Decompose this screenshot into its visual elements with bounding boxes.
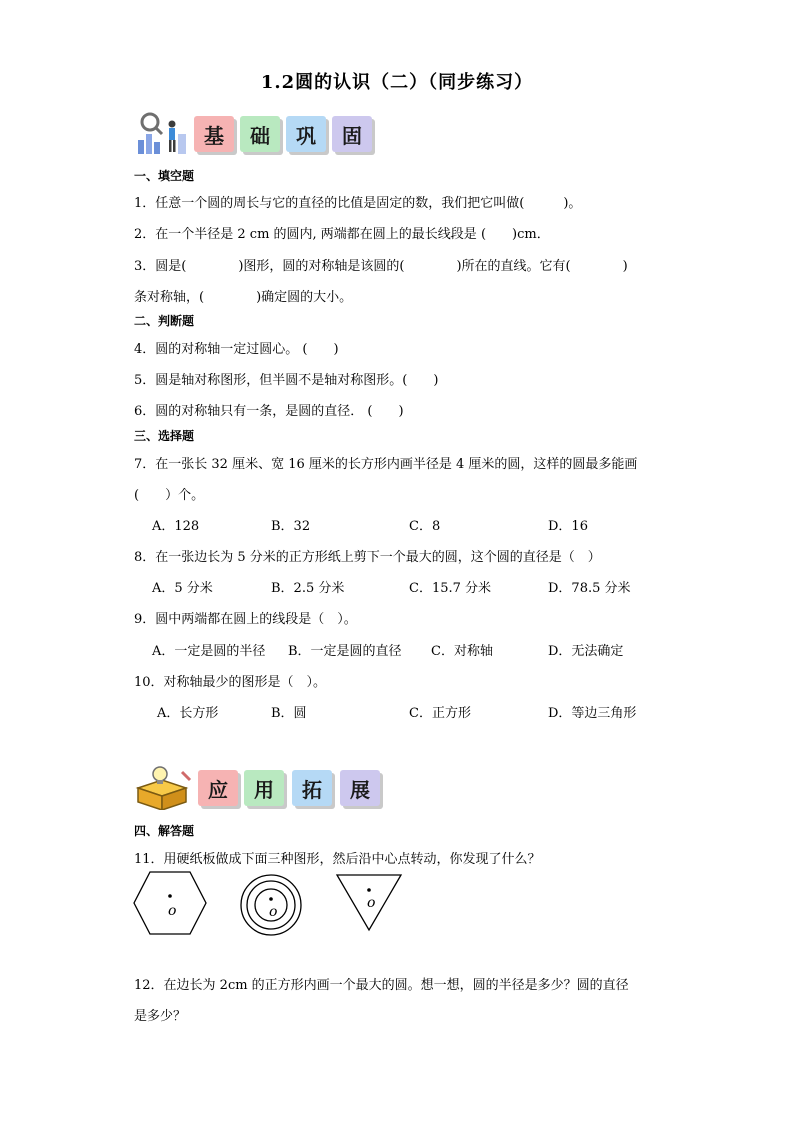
question-4: 4．圆的对称轴一定过圆心。 ( ) xyxy=(134,342,339,357)
question-1: 1．任意一个圆的周长与它的直径的比值是固定的数，我们把它叫做( )。 xyxy=(134,196,582,211)
section-true-false: 二、判断题 xyxy=(134,314,195,328)
banner2-char-3: 拓 xyxy=(292,770,332,806)
question-3-line-1: 3．圆是( )图形，圆的对称轴是该圆的( )所在的直线。它有( ) xyxy=(134,259,628,274)
banner2-char-4: 展 xyxy=(340,770,380,806)
banner2-char-2: 用 xyxy=(244,770,284,806)
question-7-line-1: 7．在一张长 32 厘米、宽 16 厘米的长方形内画半径是 4 厘米的圆，这样的圆最多能画 xyxy=(134,457,638,472)
section-multiple-choice: 三、选择题 xyxy=(134,429,195,443)
section-answer: 四、解答题 xyxy=(134,824,195,838)
extension-banner xyxy=(132,766,402,810)
q10-option-d: D．等边三角形 xyxy=(548,706,637,721)
question-5: 5．圆是轴对称图形，但半圆不是轴对称图形。( ) xyxy=(134,373,439,388)
question-12-line-1: 12．在边长为 2cm 的正方形内画一个最大的圆。想一想，圆的半径是多少？圆的直径 xyxy=(134,978,629,993)
question-6: 6．圆的对称轴只有一条，是圆的直径． ( ) xyxy=(134,404,404,419)
section-fill-blank: 一、填空题 xyxy=(134,169,195,183)
q10-option-a: A．长方形 xyxy=(157,706,219,721)
basics-banner xyxy=(132,112,392,156)
banner1-char-1: 基 xyxy=(194,116,234,152)
q7-option-d: D．16 xyxy=(548,519,588,534)
q7-option-c: C．8 xyxy=(409,519,441,534)
hexagon-center-label: o xyxy=(168,903,177,919)
q7-option-a: A．128 xyxy=(152,519,200,534)
q8-option-a: A．5 分米 xyxy=(152,581,213,596)
question-11: 11．用硬纸板做成下面三种图形，然后沿中心点转动，你发现了什么？ xyxy=(134,852,541,867)
q9-option-b: B．一定是圆的直径 xyxy=(288,644,402,659)
question-8: 8．在一张边长为 5 分米的正方形纸上剪下一个最大的圆，这个圆的直径是（ ） xyxy=(134,550,601,565)
q9-option-a: A．一定是圆的半径 xyxy=(152,644,266,659)
triangle-center-label: o xyxy=(367,895,376,911)
circles-center-label: o xyxy=(269,904,278,920)
question-3-line-2: 条对称轴，( )确定圆的大小。 xyxy=(134,290,353,305)
question-7-line-2: ( ）个。 xyxy=(134,488,205,503)
banner1-char-2: 础 xyxy=(240,116,280,152)
page-title: 1.2圆的认识（二）（同步练习） xyxy=(260,72,534,93)
hexagon-figure xyxy=(130,870,210,936)
banner1-char-4: 固 xyxy=(332,116,372,152)
q7-option-b: B．32 xyxy=(271,519,311,534)
banner2-char-1: 应 xyxy=(198,770,238,806)
q9-option-d: D．无法确定 xyxy=(548,644,624,659)
lightbulb-box-icon xyxy=(132,766,194,810)
triangle-figure xyxy=(334,872,404,934)
banner1-char-3: 巩 xyxy=(286,116,326,152)
question-12-line-2: 是多少？ xyxy=(134,1009,187,1024)
q8-option-d: D．78.5 分米 xyxy=(548,581,631,596)
concentric-circles-figure xyxy=(238,872,304,938)
q8-option-b: B．2.5 分米 xyxy=(271,581,345,596)
question-9: 9．圆中两端都在圆上的线段是（ ）。 xyxy=(134,612,357,627)
q8-option-c: C．15.7 分米 xyxy=(409,581,492,596)
q10-option-b: B．圆 xyxy=(271,706,307,721)
q9-option-c: C．对称轴 xyxy=(431,644,493,659)
q10-option-c: C．正方形 xyxy=(409,706,471,721)
question-2: 2．在一个半径是 2 cm 的圆内, 两端都在圆上的最长线段是 ( )cm． xyxy=(134,227,550,242)
magnifier-person-icon xyxy=(132,112,188,156)
question-10: 10．对称轴最少的图形是（ ）。 xyxy=(134,675,327,690)
